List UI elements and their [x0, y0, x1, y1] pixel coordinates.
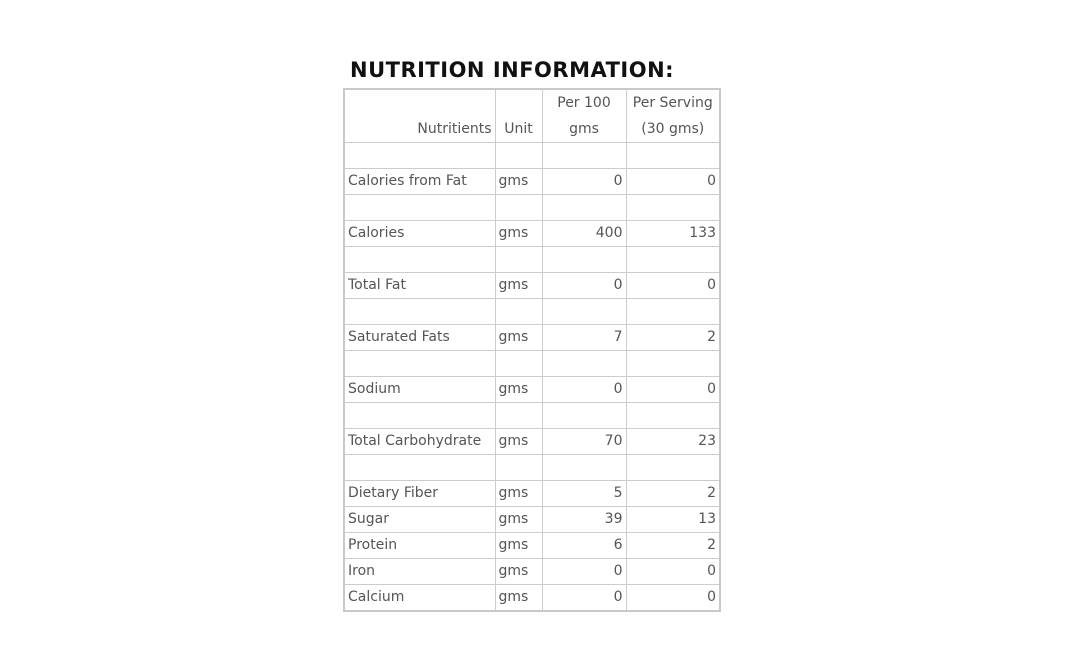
- header-per-serving-line2: (30 gms): [641, 121, 705, 137]
- nutrition-table: [343, 88, 721, 612]
- value-per-serving: 0: [626, 559, 720, 585]
- header-per-serving: [626, 89, 720, 143]
- value-per-serving: 0: [626, 377, 720, 403]
- nutrient-unit: gms: [495, 221, 542, 247]
- nutrient-unit: gms: [495, 507, 542, 533]
- table-row: [344, 533, 720, 559]
- nutrient-unit: gms: [495, 481, 542, 507]
- spacer-row: [344, 351, 720, 377]
- nutrient-unit: gms: [495, 377, 542, 403]
- value-per-serving: 23: [626, 429, 720, 455]
- header-nutrients: Nutritients: [344, 89, 495, 143]
- nutrient-name: Calories: [344, 221, 495, 247]
- nutrient-unit: gms: [495, 559, 542, 585]
- table-row: [344, 559, 720, 585]
- nutrient-name: Total Carbohydrate: [344, 429, 495, 455]
- value-per-100: 39: [542, 507, 626, 533]
- nutrient-name: Saturated Fats: [344, 325, 495, 351]
- spacer-row: [344, 247, 720, 273]
- value-per-100: 7: [542, 325, 626, 351]
- value-per-serving: 2: [626, 325, 720, 351]
- value-per-serving: 133: [626, 221, 720, 247]
- value-per-100: 400: [542, 221, 626, 247]
- table-header-row: [344, 89, 720, 143]
- table-row: [344, 481, 720, 507]
- nutrient-name: Calcium: [344, 585, 495, 612]
- value-per-100: 0: [542, 559, 626, 585]
- table-row: [344, 273, 720, 299]
- spacer-row: [344, 403, 720, 429]
- nutrient-name: Sodium: [344, 377, 495, 403]
- nutrient-unit: gms: [495, 533, 542, 559]
- table-row: [344, 325, 720, 351]
- value-per-100: 0: [542, 377, 626, 403]
- table-row: [344, 507, 720, 533]
- nutrient-name: Protein: [344, 533, 495, 559]
- spacer-row: [344, 455, 720, 481]
- value-per-serving: 0: [626, 169, 720, 195]
- table-row: [344, 169, 720, 195]
- table-row: [344, 429, 720, 455]
- nutrient-name: Iron: [344, 559, 495, 585]
- value-per-100: 0: [542, 169, 626, 195]
- nutrient-name: Total Fat: [344, 273, 495, 299]
- spacer-row: [344, 143, 720, 169]
- header-per-100-line1: Per 100: [557, 95, 611, 111]
- nutrient-name: Calories from Fat: [344, 169, 495, 195]
- nutrient-unit: gms: [495, 585, 542, 612]
- header-per-100: [542, 89, 626, 143]
- header-per-100-line2: gms: [569, 121, 599, 137]
- value-per-100: 0: [542, 273, 626, 299]
- nutrient-unit: gms: [495, 169, 542, 195]
- nutrient-name: Sugar: [344, 507, 495, 533]
- value-per-100: 0: [542, 585, 626, 612]
- table-row: [344, 377, 720, 403]
- spacer-row: [344, 299, 720, 325]
- header-unit: Unit: [495, 89, 542, 143]
- value-per-100: 6: [542, 533, 626, 559]
- value-per-serving: 2: [626, 533, 720, 559]
- page-title: NUTRITION INFORMATION:: [350, 58, 675, 82]
- spacer-row: [344, 195, 720, 221]
- value-per-serving: 0: [626, 273, 720, 299]
- table-row: [344, 585, 720, 612]
- value-per-serving: 13: [626, 507, 720, 533]
- nutrient-name: Dietary Fiber: [344, 481, 495, 507]
- value-per-serving: 2: [626, 481, 720, 507]
- value-per-100: 5: [542, 481, 626, 507]
- header-per-serving-line1: Per Serving: [632, 95, 713, 111]
- nutrient-unit: gms: [495, 273, 542, 299]
- nutrient-unit: gms: [495, 429, 542, 455]
- value-per-serving: 0: [626, 585, 720, 612]
- table-row: [344, 221, 720, 247]
- nutrient-unit: gms: [495, 325, 542, 351]
- value-per-100: 70: [542, 429, 626, 455]
